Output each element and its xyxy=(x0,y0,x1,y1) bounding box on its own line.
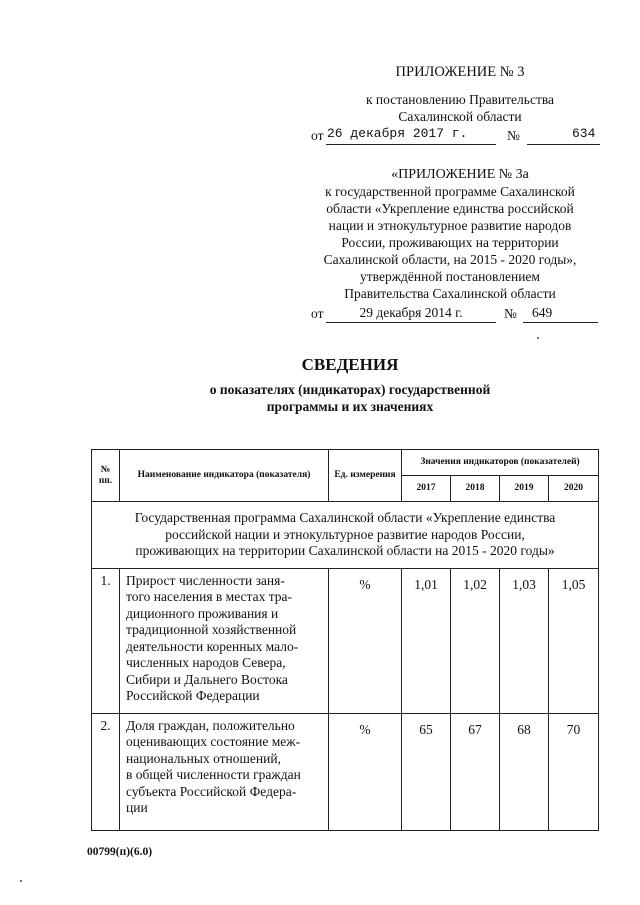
appendix3a-date-underline xyxy=(326,322,496,323)
header-unit: Ед. измерения xyxy=(329,450,402,502)
row-number: 1. xyxy=(92,568,120,713)
row2-name-line-5: субъекта Российской Федера- xyxy=(126,783,297,799)
row1-name-line-8: Российской Федерации xyxy=(126,688,260,703)
appendix3a-number-sign: № xyxy=(504,306,517,321)
scan-speck xyxy=(537,337,539,339)
row1-value-2017: 1,01 xyxy=(402,568,451,713)
year-2018: 2018 xyxy=(451,476,500,502)
year-2019: 2019 xyxy=(500,476,549,502)
page-title: СВЕДЕНИЯ xyxy=(301,355,399,374)
appendix3a-number-underline xyxy=(523,322,598,323)
appendix3a-line-3: нации и этнокультурное развитие народов xyxy=(328,218,572,233)
appendix3a-from-label: от xyxy=(311,306,324,321)
appendix3a-number: 649 xyxy=(532,305,553,320)
table-row xyxy=(92,713,599,830)
row2-value-2020: 70 xyxy=(549,713,599,830)
header-num: № пп. xyxy=(92,450,120,502)
program-title xyxy=(92,502,599,569)
document-code: 00799(п)(6.0) xyxy=(87,846,153,858)
row1-value-2018: 1,02 xyxy=(451,568,500,713)
subtitle-line-1: о показателях (индикаторах) государственной xyxy=(209,382,491,397)
appendix3a-line-6: утверждённой постановлением xyxy=(360,269,540,284)
row1-name-line-3: диционного проживания и xyxy=(126,605,279,621)
row-indicator-name xyxy=(120,568,329,713)
row1-name-line-4: традиционной хозяйственной xyxy=(126,622,297,637)
header-values: Значения индикаторов (показателей) xyxy=(402,450,599,476)
row1-name-line-6: численных народов Севера, xyxy=(126,655,286,670)
appendix3a-line-1: к государственной программе Сахалинской xyxy=(325,184,575,199)
program-line-2: российской нации и этнокультурное развитие народов России, xyxy=(165,526,525,542)
row2-name-line-6: ции xyxy=(126,800,148,815)
appendix3a-title: «ПРИЛОЖЕНИЕ № 3а xyxy=(391,167,529,182)
row1-name-line-5: деятельности коренных мало- xyxy=(126,638,299,654)
scan-speck xyxy=(20,880,22,882)
indicators-table xyxy=(91,449,599,831)
row-indicator-name xyxy=(120,713,329,830)
row1-name-line-2: того населения в местах тра- xyxy=(126,589,293,604)
row1-name-line-7: Сибири и Дальнего Востока xyxy=(126,671,288,687)
header-name: Наименование индикатора (показателя) xyxy=(120,450,329,502)
row2-name-line-3: национальных отношений, xyxy=(126,750,281,766)
row-unit: % xyxy=(329,713,402,830)
year-2017: 2017 xyxy=(402,476,451,502)
row1-value-2019: 1,03 xyxy=(500,568,549,713)
program-row xyxy=(92,502,599,569)
appendix3a-line-2: области «Укрепление единства российской xyxy=(326,201,574,216)
row2-value-2018: 67 xyxy=(451,713,500,830)
row2-value-2019: 68 xyxy=(500,713,549,830)
row2-name-line-2: оценивающих состояние меж- xyxy=(126,734,301,749)
decree-line-1: к постановлению Правительства xyxy=(365,92,555,107)
decree-date-underline xyxy=(326,144,496,145)
subtitle-line-2: программы и их значениях xyxy=(266,399,434,414)
row2-value-2017: 65 xyxy=(402,713,451,830)
year-2020: 2020 xyxy=(549,476,599,502)
row-unit: % xyxy=(329,568,402,713)
appendix3-title: ПРИЛОЖЕНИЕ № 3 xyxy=(395,64,525,80)
appendix3a-date: 29 декабря 2014 г. xyxy=(359,305,463,320)
appendix3a-line-4: России, проживающих на территории xyxy=(341,235,559,250)
from-label: от xyxy=(311,128,324,143)
row2-name-line-1: Доля граждан, положительно xyxy=(126,717,295,733)
table-row xyxy=(92,568,599,713)
decree-number-underline xyxy=(527,144,600,145)
program-line-3: проживающих на территории Сахалинской области на 2015 - 2020 годы» xyxy=(135,543,555,558)
row1-value-2020: 1,05 xyxy=(549,568,599,713)
appendix3a-line-7: Правительства Сахалинской области xyxy=(344,286,556,301)
appendix3a-line-5: Сахалинской области, на 2015 - 2020 годы», xyxy=(323,252,577,267)
number-sign: № xyxy=(507,128,520,143)
row2-name-line-4: в общей численности граждан xyxy=(126,767,301,782)
decree-line-2: Сахалинской области xyxy=(398,109,522,124)
program-line-1: Государственная программа Сахалинской области «Укрепление единства xyxy=(134,510,556,525)
row1-name-line-1: Прирост численности заня- xyxy=(126,572,285,588)
table-header-row xyxy=(92,450,599,476)
decree-number: 634 xyxy=(572,126,596,141)
decree-date: 26 декабря 2017 г. xyxy=(327,126,468,141)
row-number: 2. xyxy=(92,713,120,830)
